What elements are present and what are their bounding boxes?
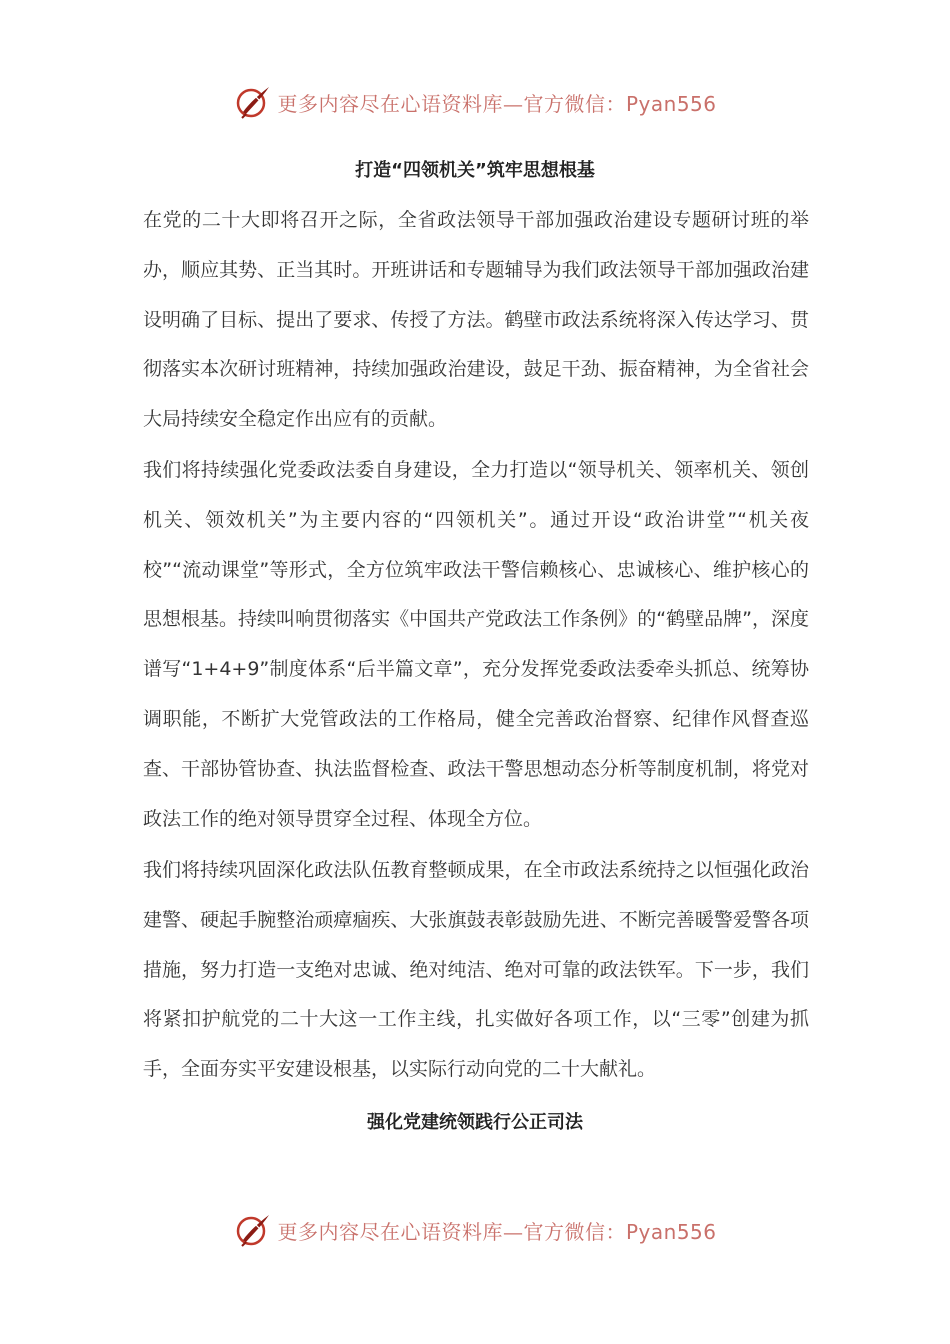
quill-pen-logo-icon <box>233 82 273 122</box>
header-watermark-banner <box>0 80 950 124</box>
watermark-text <box>277 1216 716 1245</box>
body-paragraph-3: 我们将持续巩固深化政法队伍教育整顿成果，在全市政法系统持之以恒强化政治建警、硬起手腕整治顽瘴痼疾、大张旗鼓表彰鼓励先进、不断完善暖警爱警各项措施，努力打造一支绝对忠诚、绝对纯洁、绝对可靠的政法铁军。下一步，我们将紧扣护航党的二十大这一工作主线，扎实做好各项工作，以“三零”创建为抓手，全面夯实平安建设根基，以实际行动向党的二十大献礼。 <box>143 859 809 1081</box>
document-title: 打造“四领机关”筑牢思想根基 <box>355 160 595 181</box>
wechat-id: Pyan556 <box>625 1219 717 1244</box>
wechat-id: Pyan556 <box>625 91 717 116</box>
watermark-label: 更多内容尽在心语资料库—官方微信： <box>277 91 626 116</box>
footer-watermark-banner <box>0 1208 950 1252</box>
section-heading: 强化党建统领践行公正司法 <box>367 1112 583 1133</box>
watermark-label: 更多内容尽在心语资料库—官方微信： <box>277 1219 626 1244</box>
body-paragraph-2: 我们将持续强化党委政法委自身建设，全力打造以“领导机关、领率机关、领创机关、领效机关”为主要内容的“四领机关”。通过开设“政治讲堂”“机关夜校”“流动课堂”等形式，全方位筑牢政法干警信赖核心、忠诚核心、维护核心的思想根基。持续叫响贯彻落实《中国共产党政法工作条例》的“鹤壁品牌”，深度谱写“1+4+9”制度体系“后半篇文章”，充分发挥党委政法委牵头抓总、统筹协调职能，不断扩大党管政法的工作格局，健全完善政治督察、纪律作风督查巡查、干部协管协查、执法监督检查、政法干警思想动态分析等制度机制，将党对政法工作的绝对领导贯穿全过程、体现全方位。 <box>143 459 809 830</box>
watermark-text <box>277 88 716 117</box>
quill-pen-logo-icon <box>233 1210 273 1250</box>
body-paragraph-1: 在党的二十大即将召开之际，全省政法领导干部加强政治建设专题研讨班的举办，顺应其势、正当其时。开班讲话和专题辅导为我们政法领导干部加强政治建设明确了目标、提出了要求、传授了方法。鹤壁市政法系统将深入传达学习、贯彻落实本次研讨班精神，持续加强政治建设，鼓足干劲、振奋精神，为全省社会大局持续安全稳定作出应有的贡献。 <box>143 209 809 431</box>
